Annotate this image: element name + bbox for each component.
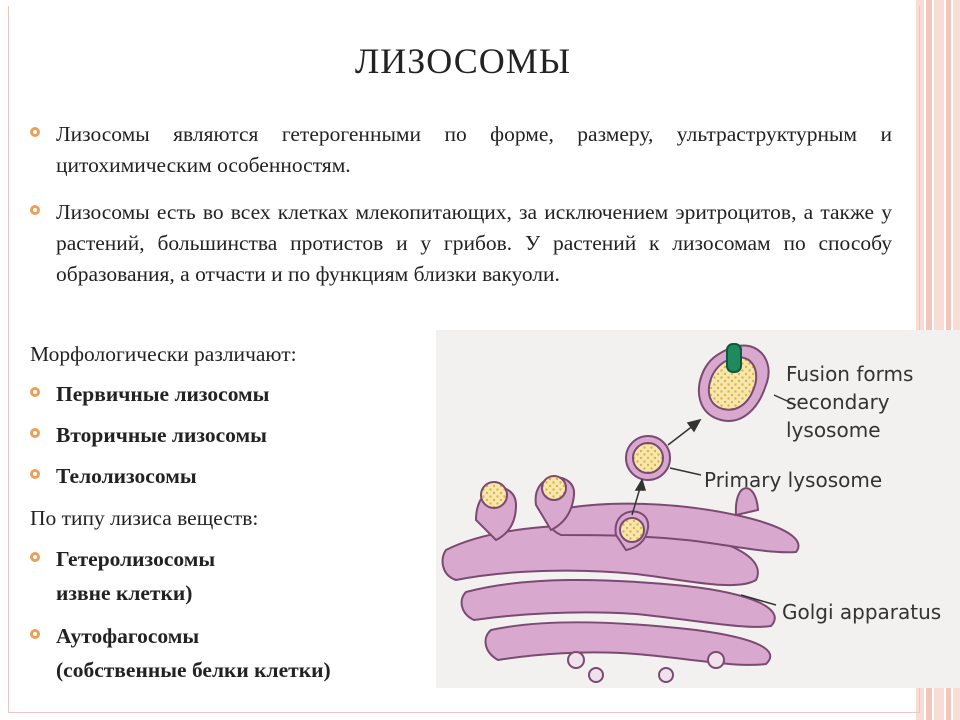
list-item-heterolysosomes-note: извне клетки) [56,581,193,605]
paragraph-heterogeneity: Лизосомы являются гетерогенными по форме, размеру, ультраструктурным и цитохимическим особенностям. [56,122,892,177]
lysis-heading: По типу лизиса веществ: [30,506,259,530]
bullet-icon [30,469,40,479]
morphology-heading: Морфологически различают: [30,342,297,366]
list-item-autophagosomes-note: (собственные белки клетки) [56,658,331,682]
bullet-icon [30,428,40,438]
list-item-autophagosomes: Аутофагосомы [56,624,200,648]
bullet-icon [30,552,40,562]
label-primary-lysosome: Primary lysosome [704,468,883,492]
label-golgi-apparatus: Golgi apparatus [782,600,942,624]
bullet-icon [30,205,40,215]
label-fusion-line3: lysosome [786,418,881,442]
list-item-primary-lysosomes: Первичные лизосомы [56,382,270,406]
list-item-secondary-lysosomes: Вторичные лизосомы [56,423,267,447]
slide-title: ЛИЗОСОМЫ [354,41,572,81]
bullet-icon [30,629,40,639]
golgi-lysosome-figure [436,330,960,688]
list-item-telolysosomes: Телолизосомы [56,464,197,488]
paragraph-distribution: Лизосомы есть во всех клетках млекопитающих, за исключением эритроцитов, а также у растений, большинства протистов и у грибов. У растений к лизосомам по способу образования, а отчасти и по функциям близки вакуоли. [56,200,892,286]
bullet-icon [30,387,40,397]
list-item-heterolysosomes: Гетеролизосомы [56,547,216,571]
label-fusion-line2: secondary [786,390,890,414]
primary-lysosome [626,436,670,480]
secondary-lysosome [699,344,769,421]
bullet-icon [30,127,40,137]
label-fusion-line1: Fusion forms [786,362,914,386]
